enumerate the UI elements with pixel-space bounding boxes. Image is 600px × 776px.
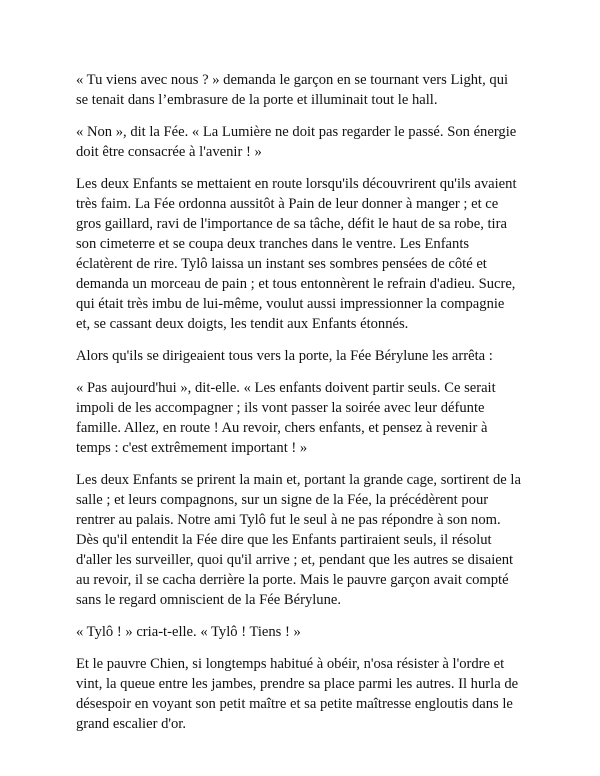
- text-line: rentrer au palais. Notre ami Tylô fut le seul à ne pas répondre à son nom.: [76, 512, 501, 528]
- text-line: éclatèrent de rire. Tylô laissa un instant ses sombres pensées de côté et: [76, 256, 487, 272]
- text-line: impoli de les accompagner ; ils vont passer la soirée avec leur défunte: [76, 400, 485, 416]
- paragraph-1: [76, 70, 538, 110]
- text-line: demanda un morceau de pain ; et tous entonnèrent le refrain d'adieu. Sucre,: [76, 276, 516, 292]
- text-line: « Tylô ! » cria-t-elle. « Tylô ! Tiens ! »: [76, 624, 301, 640]
- text-line: « Tu viens avec nous ? » demanda le garçon en se tournant vers Light, qui: [76, 72, 509, 88]
- text-line: d'aller les surveiller, quoi qu'il arrive ; et, pendant que les autres se disaient: [76, 552, 514, 568]
- paragraph-7: [76, 622, 538, 642]
- paragraph-8: [76, 654, 538, 734]
- text-line: se tenait dans l’embrasure de la porte et illuminait tout le hall.: [76, 92, 438, 108]
- text-line: gros gaillard, ravi de l'importance de sa tâche, défit le haut de sa robe, tira: [76, 216, 507, 232]
- text-line: doit être consacrée à l'avenir ! »: [76, 144, 262, 160]
- text-line: son cimeterre et se coupa deux tranches dans le ventre. Les Enfants: [76, 236, 470, 252]
- text-line: Et le pauvre Chien, si longtemps habitué à obéir, n'osa résister à l'ordre et: [76, 656, 505, 672]
- text-line: vint, la queue entre les jambes, prendre sa place parmi les autres. Il hurla de: [76, 676, 519, 692]
- text-line: Les deux Enfants se prirent la main et, portant la grande cage, sortirent de la: [76, 472, 521, 488]
- paragraph-4: [76, 346, 538, 366]
- paragraph-5: [76, 378, 538, 458]
- document-page: [76, 70, 538, 746]
- text-line: « Non », dit la Fée. « La Lumière ne doit pas regarder le passé. Son énergie: [76, 124, 517, 140]
- text-line: Dès qu'il entendit la Fée dire que les Enfants partiraient seuls, il résolut: [76, 532, 492, 548]
- text-line: salle ; et leurs compagnons, sur un signe de la Fée, la précédèrent pour: [76, 492, 489, 508]
- text-line: Les deux Enfants se mettaient en route lorsqu'ils découvrirent qu'ils avaient: [76, 176, 517, 192]
- text-line: Alors qu'ils se dirigeaient tous vers la porte, la Fée Bérylune les arrêta :: [76, 348, 493, 364]
- text-line: grand escalier d'or.: [76, 716, 187, 732]
- text-line: « Pas aujourd'hui », dit-elle. « Les enfants doivent partir seuls. Ce serait: [76, 380, 496, 396]
- text-line: sans le regard omniscient de la Fée Bérylune.: [76, 592, 342, 608]
- text-line: et, se cassant deux doigts, les tendit aux Enfants étonnés.: [76, 316, 409, 332]
- text-line: désespoir en voyant son petit maître et sa petite maîtresse engloutis dans le: [76, 696, 513, 712]
- paragraph-6: [76, 470, 538, 610]
- text-line: très faim. La Fée ordonna aussitôt à Pain de leur donner à manger ; et ce: [76, 196, 499, 212]
- text-line: temps : c'est extrêmement important ! »: [76, 440, 308, 456]
- paragraph-2: [76, 122, 538, 162]
- text-line: famille. Allez, en route ! Au revoir, chers enfants, et pensez à revenir à: [76, 420, 488, 436]
- text-line: au revoir, il se cacha derrière la porte. Mais le pauvre garçon avait compté: [76, 572, 509, 588]
- text-line: qui était très imbu de lui-même, voulut aussi impressionner la compagnie: [76, 296, 505, 312]
- paragraph-3: [76, 174, 538, 334]
